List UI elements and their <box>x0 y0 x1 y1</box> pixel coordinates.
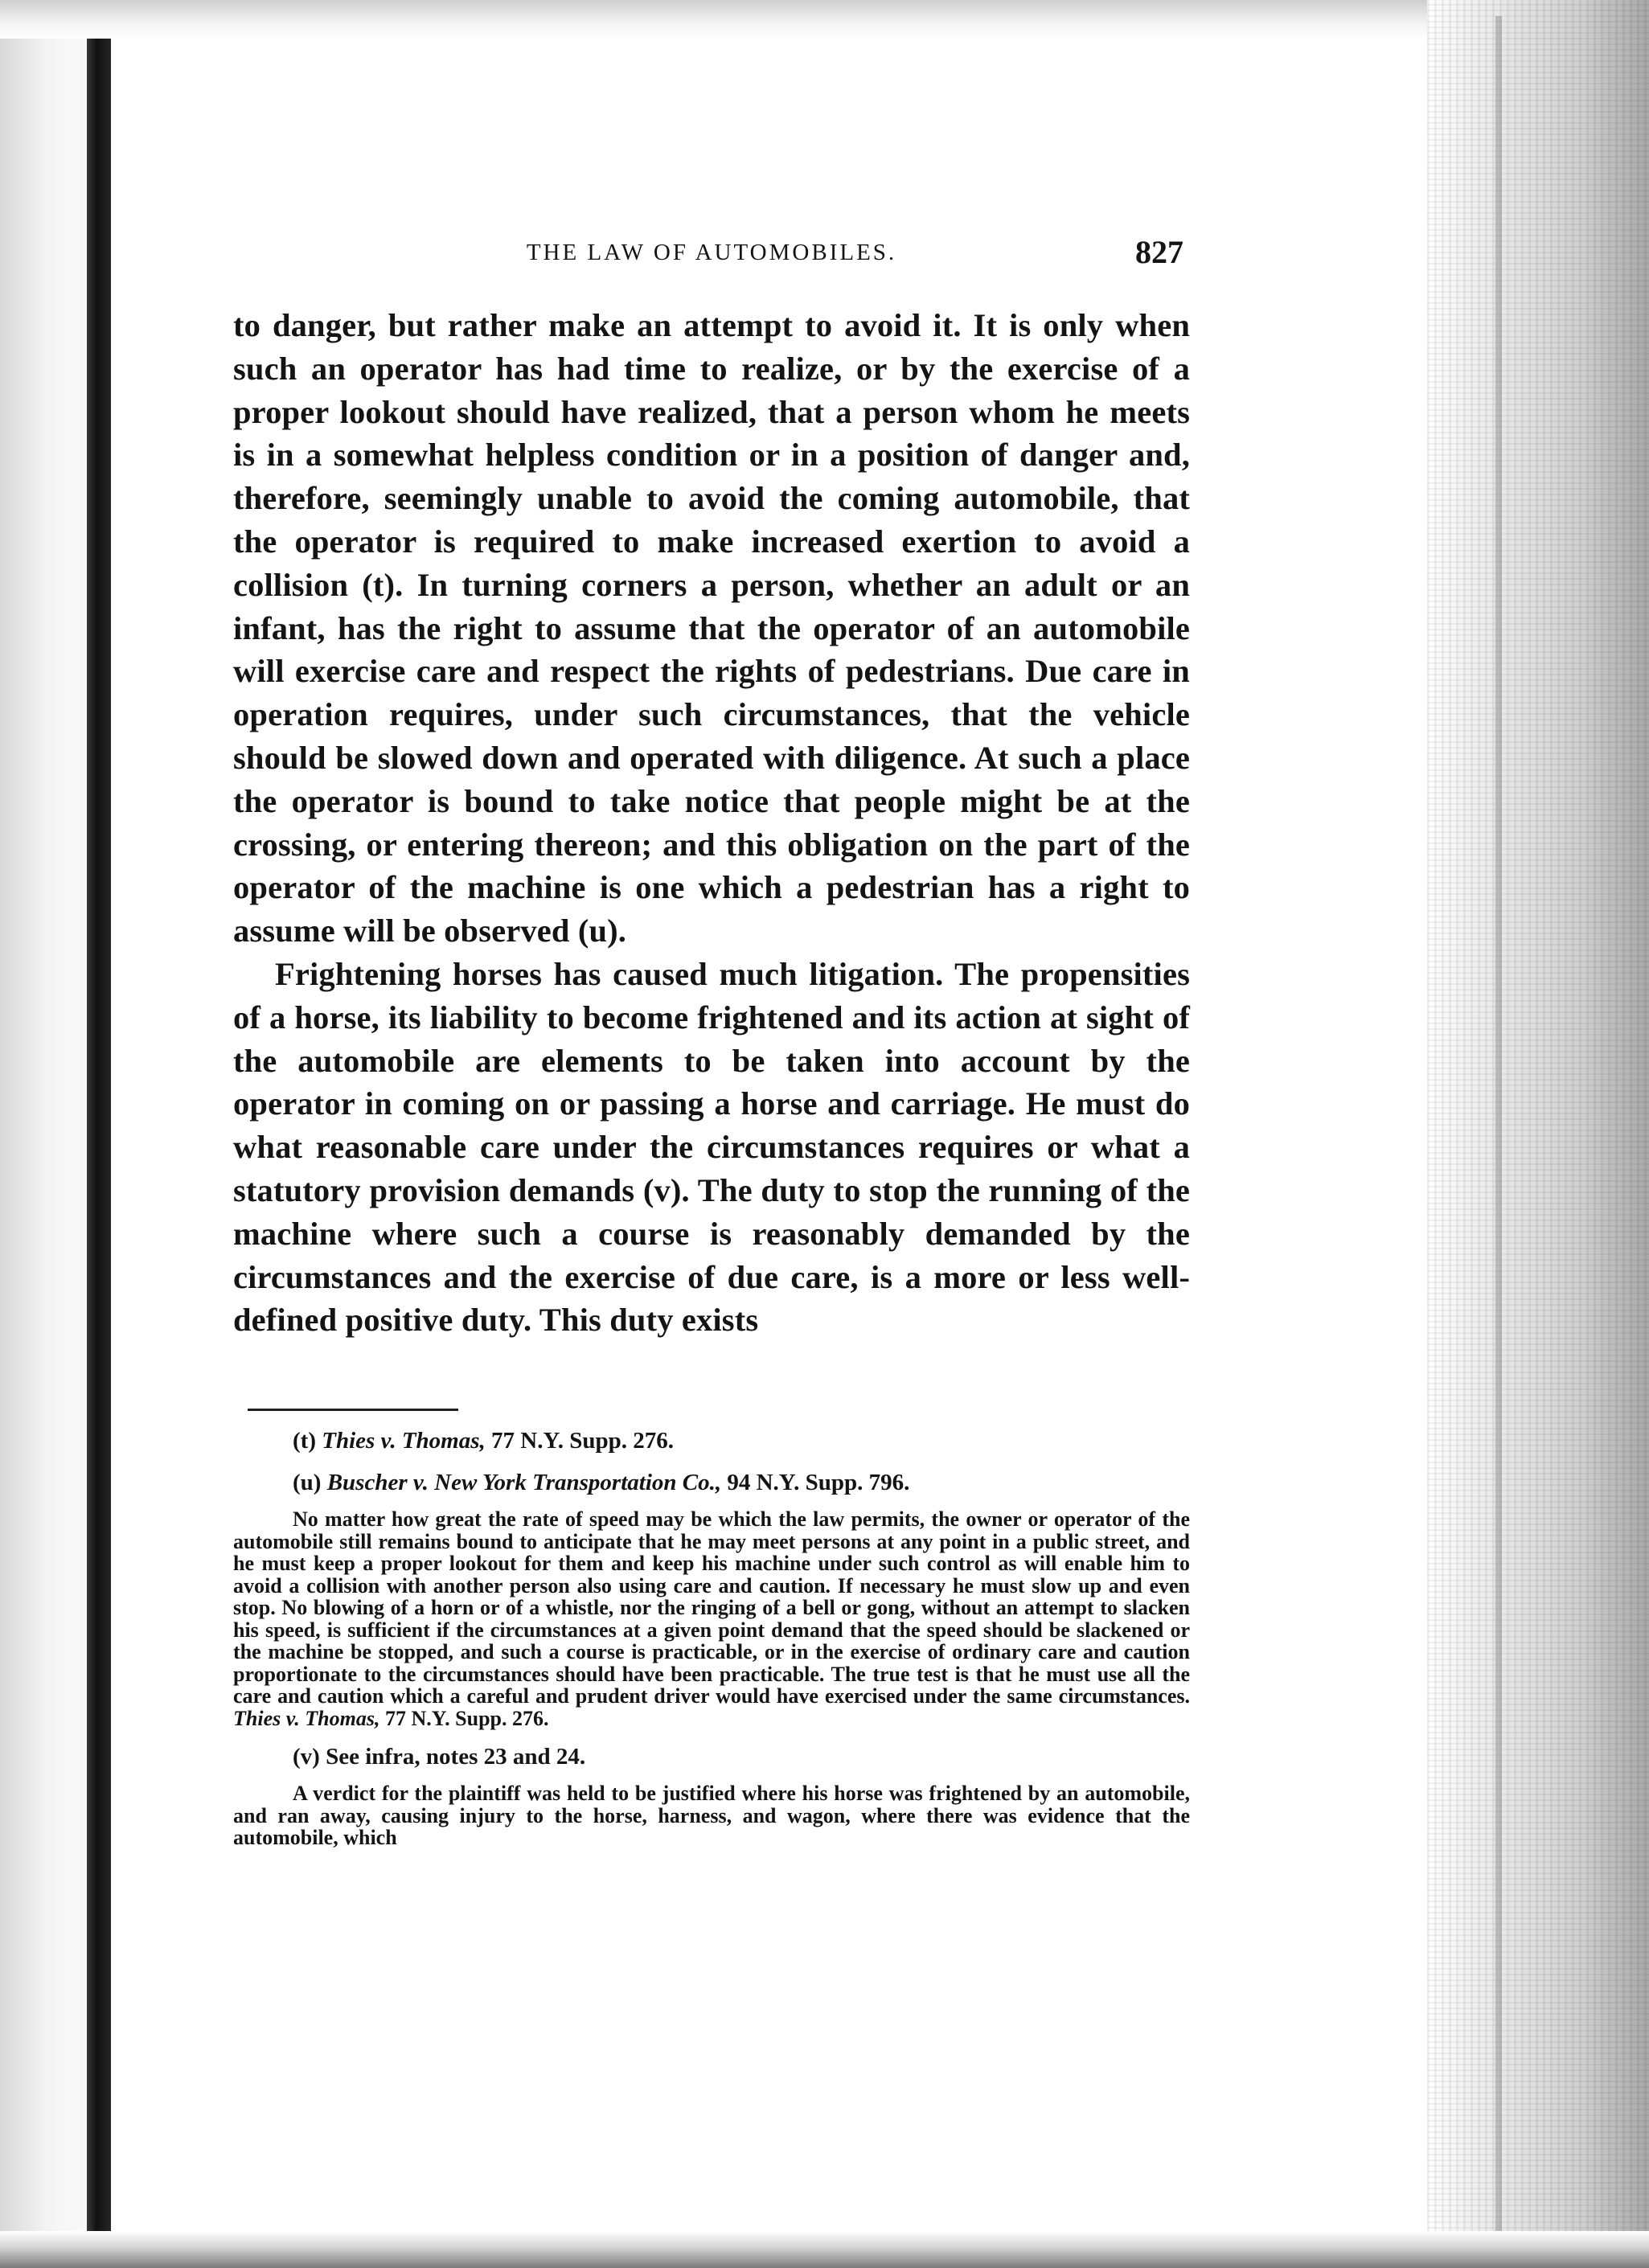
book-page <box>233 0 1190 2268</box>
footnote-rule <box>248 1409 458 1411</box>
footnote-u-cite: 94 N.Y. Supp. 796. <box>727 1470 910 1495</box>
footnote-v-ref: See infra, notes 23 and 24. <box>326 1744 586 1770</box>
right-scan-edge <box>1427 0 1649 2268</box>
footnote-t-mark: (t) <box>293 1428 316 1454</box>
running-title: THE LAW OF AUTOMOBILES. <box>526 240 897 265</box>
footnote-u-body: No matter how great the rate of speed may be which the law permits, the owner or operator of the automobile still remains bound to anticipate that he may meet persons at any point in a public street, and he must keep a proper lookout for them and keep his machine under such control as will enable him to avoid a collision with another person also using care and caution. If necessary he must slow up and even stop. No blowing of a horn or of a whistle, nor the ringing of a bell or gong, without an attempt to slacken his speed, is sufficient if the circumstances at a given point demand that the speed should be slackened or the machine be stopped, and such a course is practicable, or in the exercise of ordinary care and caution proportionate to the circumstances should have been practicable. The true test is that he must use all the care and caution which a careful and prudent driver would have exercised under the same circumstances. <box>233 1507 1190 1708</box>
footnote-u-text-case: Thies v. Thomas, <box>233 1706 380 1730</box>
footnote-v <box>233 1741 1190 1773</box>
paragraph-2: Frightening horses has caused much litigation. The propensities of a horse, its liability to become frightened and its action at sight of the automobile are elements to be taken into account by the operator in coming on or passing a horse and carriage. He must do what reasonable care under the circumstances requires or what a statutory provision demands (v). The duty to stop the running of the machine where such a course is reasonably demanded by the circumstances and the exercise of due care, is a more or less well-defined positive duty. This duty exists <box>233 955 1190 1339</box>
footnote-u-mark: (u) <box>293 1470 322 1495</box>
running-head <box>233 234 1190 280</box>
right-edge-line <box>1495 16 1502 2251</box>
footnote-t-cite: 77 N.Y. Supp. 276. <box>491 1428 675 1454</box>
footnote-t-case: Thies v. Thomas, <box>322 1428 486 1454</box>
footnote-u-text <box>233 1508 1190 1729</box>
footnote-u-text-cite: 77 N.Y. Supp. 276. <box>384 1706 549 1730</box>
binding-edge <box>87 0 111 2268</box>
paragraph-1: to danger, but rather make an attempt to avoid it. It is only when such an operator has had time to realize, or by the exercise of a proper lookout should have realized, that a person whom he meets is in a somewhat helpless condition or in a position of danger and, therefore, seemingly unable to avoid the coming automobile, that the operator is required to make increased exertion to avoid a collision (t). In turning corners a person, whether an adult or an infant, has the right to assume that the operator of an automobile will exercise care and respect the rights of pedestrians. Due care in operation requires, under such circumstances, that the vehicle should be slowed down and operated with diligence. At such a place the operator is bound to take notice that people might be at the crossing, or entering thereon; and this obligation on the part of the operator of the machine is one which a pedestrian has a right to assume will be observed (u). <box>233 307 1190 949</box>
page-number: 827 <box>1135 234 1183 270</box>
footnote-v-text: A verdict for the plaintiff was held to be justified where his horse was frightened by an automobile, and ran away, causing injury to the horse, harness, and wagon, where there was evidence that the automobile, which <box>233 1782 1190 1849</box>
footnotes <box>233 1425 1190 1860</box>
body-text <box>233 304 1190 1342</box>
footnote-u <box>233 1466 1190 1499</box>
footnote-v-mark: (v) <box>293 1744 320 1770</box>
footnote-u-case: Buscher v. New York Transportation Co., <box>326 1470 722 1495</box>
footnote-t <box>233 1425 1190 1457</box>
